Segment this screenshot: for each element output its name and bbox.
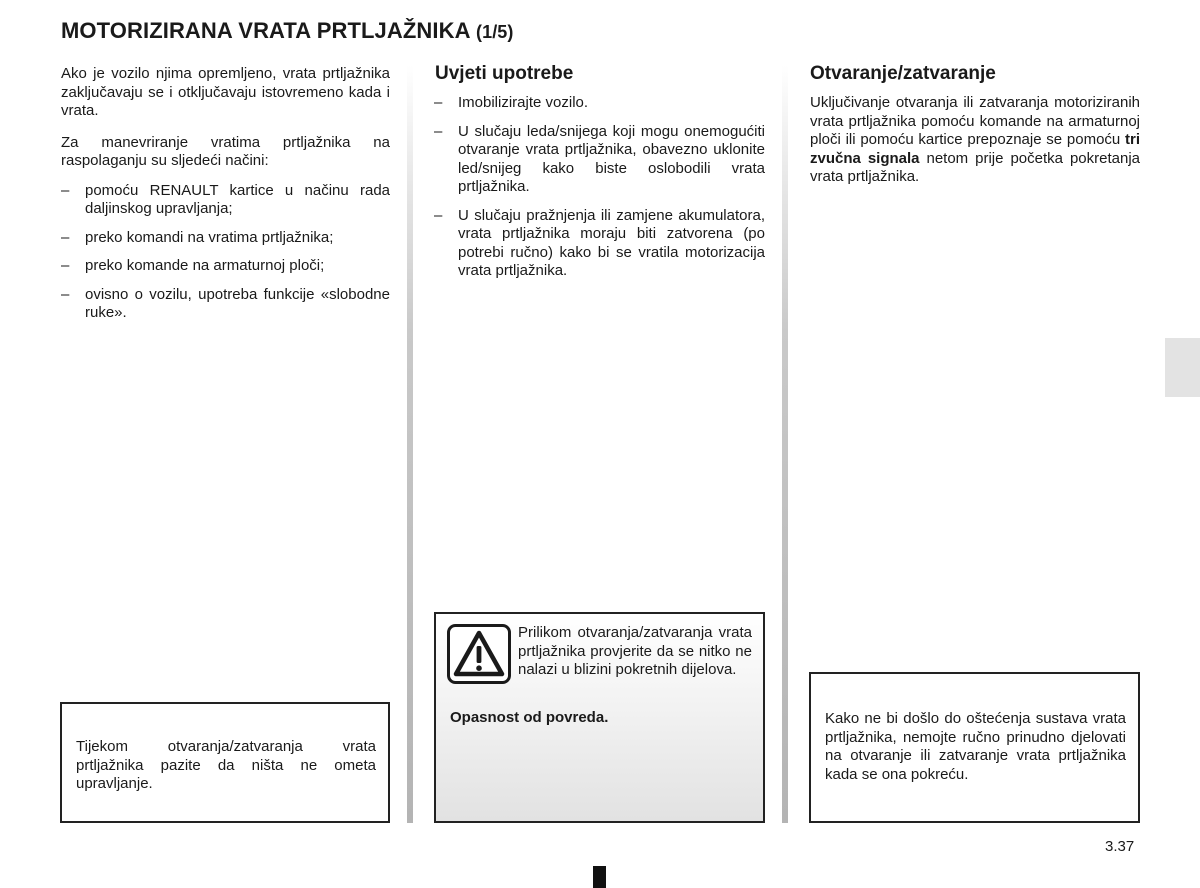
- note-text-right: Kako ne bi došlo do oštećenja sustava vrata prtljažnika, nemojte ručno prinudno djelovati na otvaranje ili zatvaranje vrata prtljažnika kada se ona pokreću.: [825, 710, 1126, 783]
- page-number: 3.37: [1105, 838, 1135, 855]
- section-heading-conditions: Uvjeti upotrebe: [435, 63, 574, 84]
- note-text-left: Tijekom otvaranja/zatvaranja vrata prtljažnika pazite da ništa ne ometa upravljanje.: [76, 738, 376, 792]
- note-box-right: [809, 672, 1140, 823]
- conditions-list: [434, 94, 765, 281]
- note-box-left: [60, 702, 390, 823]
- list-item: – Imobilizirajte vozilo.: [434, 94, 765, 113]
- list-item: – preko komandi na vratima prtljažnika;: [61, 229, 390, 248]
- warning-text: Prilikom otvaranja/zatvaranja vrata prtljažnika provjerite da se nitko ne nalazi u blizini pokretnih dijelova.: [518, 624, 752, 678]
- warning-box: [434, 612, 765, 823]
- column-1: [61, 65, 390, 323]
- section-heading-opening: Otvaranje/zatvaranje: [810, 63, 996, 84]
- opening-text: Uključivanje otvaranja ili zatvaranja motoriziranih vrata prtljažnika pomoću komande na armaturnoj ploči ili pomoću kartice prepoznaje se pomoću: [810, 94, 1140, 148]
- list-item: – U slučaju leda/snijega koji mogu onemogućiti otvaranje vrata prtljažnika, obavezno uklonite led/snijeg kako biste oslobodili vrata prtljažnika.: [434, 123, 765, 197]
- column-separator: [782, 65, 788, 823]
- opening-paragraph: [810, 94, 1140, 187]
- list-item: – pomoću RENAULT kartice u načinu rada daljinskog upravljanja;: [61, 182, 390, 219]
- warning-triangle-icon: [447, 624, 511, 684]
- title-part: (1/5): [475, 22, 514, 42]
- methods-list: [61, 182, 390, 323]
- column-separator: [407, 65, 413, 823]
- chapter-tab: [1165, 338, 1200, 397]
- opening-text-bold: tri zvučna signala: [810, 131, 1140, 167]
- title-text: MOTORIZIRANA VRATA PRTLJAŽNIKA: [61, 18, 470, 43]
- page-marker: [593, 866, 606, 888]
- list-item: – preko komande na armaturnoj ploči;: [61, 257, 390, 276]
- page-title: [61, 18, 514, 44]
- opening-text-end: netom prije početka pokretanja vrata prtljažnika.: [810, 149, 1140, 185]
- warning-emphasis: Opasnost od povreda.: [450, 709, 609, 726]
- lead-paragraph: Za manevriranje vratima prtljažnika na raspolaganju su sljedeći načini:: [61, 133, 390, 169]
- list-item: – ovisno o vozilu, upotreba funkcije «slobodne ruke».: [61, 286, 390, 323]
- list-item: – U slučaju pražnjenja ili zamjene akumulatora, vrata prtljažnika moraju biti zatvorena (po potrebi ručno) kako bi se vratila motorizacija vrata prtljažnika.: [434, 207, 765, 281]
- intro-paragraph: Ako je vozilo njima opremljeno, vrata prtljažnika zaključavaju se i otključavaju istovremeno kada i vrata.: [61, 65, 390, 119]
